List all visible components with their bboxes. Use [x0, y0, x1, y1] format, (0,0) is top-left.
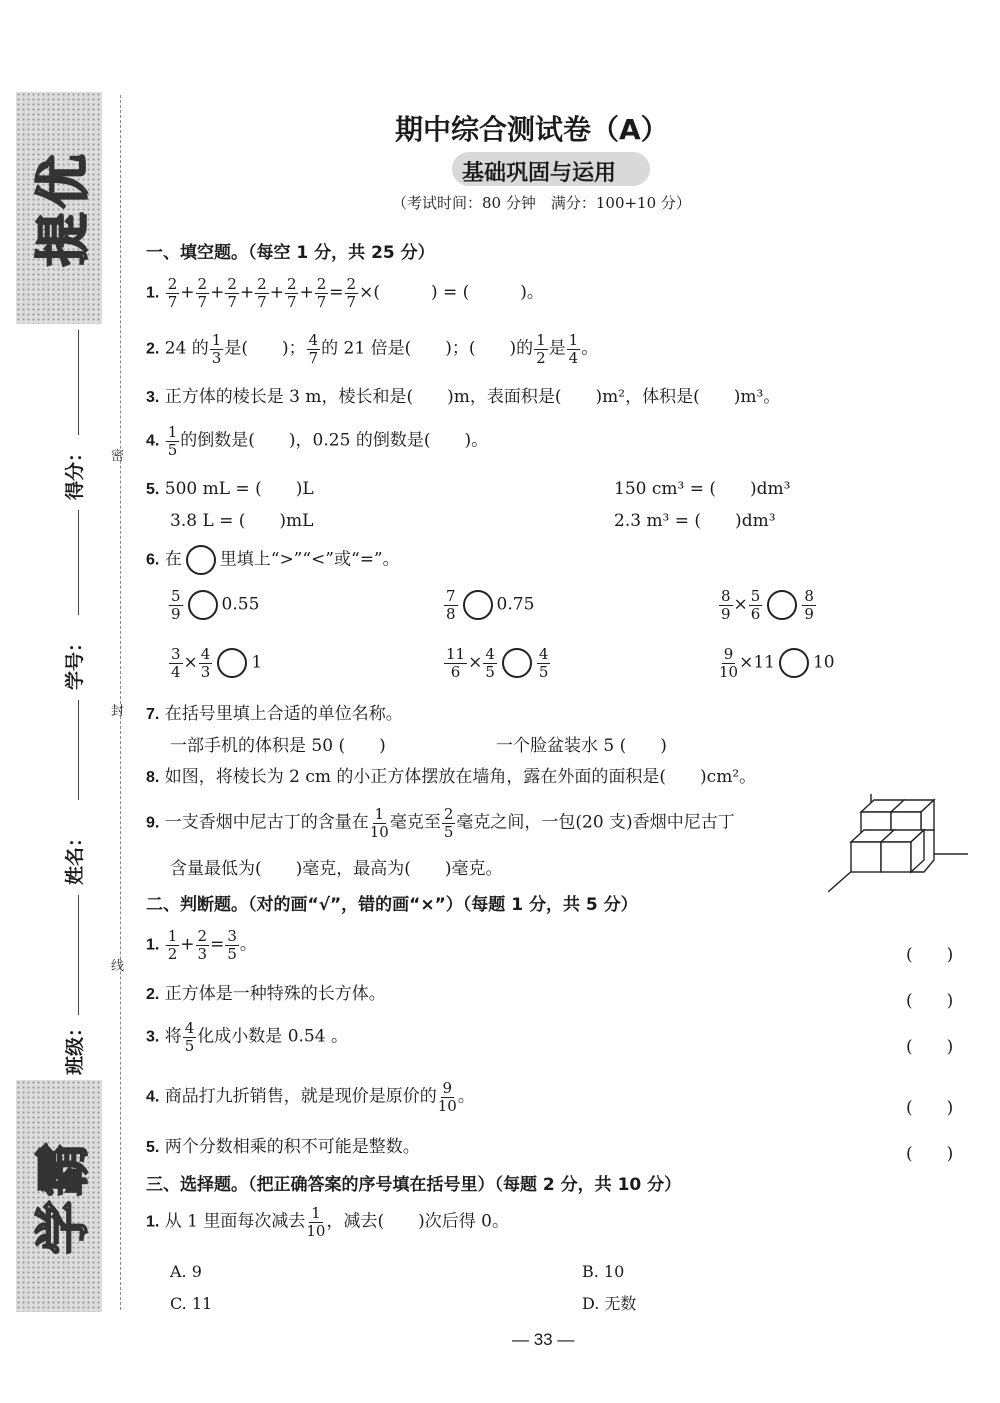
s1-q5-number: 5. [146, 481, 160, 498]
s2-q4-answer[interactable]: ( ) [906, 1098, 954, 1118]
s2-q3: 3. 将 $\frac{4}{5}$ 化成小数是 0.54 。 [146, 1019, 348, 1055]
compare-circle-icon[interactable] [502, 648, 532, 678]
s3-q1-option-b[interactable]: B. 10 [582, 1262, 625, 1281]
compare-circle-icon[interactable] [767, 590, 797, 620]
fraction-1-5: $\frac{1}{5}$ [167, 423, 178, 459]
s1-q7: 7. 在括号里填上合适的单位名称。 [146, 704, 403, 724]
fraction-2-3: $\frac{2}{3}$ [197, 927, 208, 963]
s1-q6-r2c2: $\frac{11}{6}$ × $\frac{4}{5}$ $\frac{4}{5}$ [446, 645, 549, 681]
fraction-11-6: $\frac{11}{6}$ [446, 645, 466, 681]
fraction-9-10: $\frac{9}{10}$ [437, 1079, 457, 1115]
fraction-1-4: $\frac{1}{4}$ [568, 331, 579, 367]
s1-q6: 6. 在 里填上“>”“<”或“=”。 [146, 545, 400, 575]
s2-q3-number: 3. [146, 1028, 160, 1046]
s1-q5-c: 3.8 L = ( )mL [170, 511, 314, 531]
fraction-8-9: $\frac{8}{9}$ [804, 587, 814, 623]
s1-q5-b: 150 cm³ = ( )dm³ [614, 479, 791, 499]
fraction-4-5: $\frac{4}{5}$ [485, 645, 495, 681]
fraction-1-2: $\frac{1}{2}$ [536, 331, 546, 367]
page-number: — 33 — [512, 1330, 575, 1349]
fraction-2-7: $\frac{2}{7}$ [167, 275, 178, 311]
fraction-7-8: $\frac{7}{8}$ [446, 587, 456, 623]
s1-q6-r1c3: $\frac{8}{9}$ × $\frac{5}{6}$ $\frac{8}{9}$ [721, 587, 814, 623]
fraction-9-10: $\frac{9}{10}$ [719, 645, 739, 681]
class-label: 班级： [64, 1017, 86, 1075]
score-label: 得分： [64, 442, 86, 500]
name-line [78, 700, 79, 800]
fraction-2-7: $\frac{2}{7}$ [286, 275, 297, 311]
stamp-bottom-text: 学霸 [31, 1138, 95, 1254]
id-label: 学号： [64, 632, 86, 690]
s1-q9-line2: 含量最低为( )毫克，最高为( )毫克。 [170, 859, 503, 879]
s2-q5-answer[interactable]: ( ) [906, 1144, 954, 1164]
s2-q2-answer[interactable]: ( ) [906, 991, 954, 1011]
s1-q4: 4. $\frac{1}{5}$ 的倒数是( )，0.25 的倒数是( )。 [146, 423, 489, 459]
fraction-1-3: $\frac{1}{3}$ [211, 331, 222, 367]
s3-q1-option-a[interactable]: A. 9 [170, 1262, 202, 1281]
s1-q8-number: 8. [146, 769, 160, 786]
s1-q1-number: 1. [146, 284, 160, 302]
fraction-3-5: $\frac{3}{5}$ [227, 927, 237, 963]
s1-q3-text: 正方体的棱长是 3 m，棱长和是( )m，表面积是( )m²，体积是( )m³。 [164, 387, 781, 407]
stamp-top [16, 92, 102, 324]
fraction-2-7: $\frac{2}{7}$ [346, 275, 357, 311]
s1-q2-number: 2. [146, 340, 160, 358]
fraction-2-7: $\frac{2}{7}$ [197, 275, 208, 311]
section3-heading: 三、选择题。（把正确答案的序号填在括号里）（每题 2 分，共 10 分） [146, 1175, 682, 1195]
s2-q5: 5. 两个分数相乘的积不可能是整数。 [146, 1137, 420, 1157]
fraction-2-7: $\frac{2}{7}$ [227, 275, 237, 311]
fraction-3-4: $\frac{3}{4}$ [171, 645, 181, 681]
fraction-4-5: $\frac{4}{5}$ [184, 1019, 195, 1055]
s1-q8: 8. 如图，将棱长为 2 cm 的小正方体摆放在墙角，露在外面的面积是( )cm²。 [146, 767, 757, 787]
s2-q2: 2. 正方体是一种特殊的长方体。 [146, 984, 386, 1004]
score-line [78, 330, 79, 435]
s1-q9: 9. 一支香烟中尼古丁的含量在 $\frac{1}{10}$ 毫克至 $\frac{2}{5}$ 毫克之间，一包(20 支)香烟中尼古丁 [146, 805, 735, 841]
seal-char-xian: 线 [111, 959, 125, 974]
s3-q1-option-c[interactable]: C. 11 [170, 1294, 213, 1313]
fraction-1-2: $\frac{1}{2}$ [167, 927, 178, 963]
seal-char-feng: 封 [111, 704, 125, 719]
section2-heading: 二、判断题。（对的画“√”，错的画“×”）（每题 1 分，共 5 分） [146, 895, 638, 915]
s1-q4-number: 4. [146, 432, 160, 450]
s2-q4: 4. 商品打九折销售，就是现价是原价的 $\frac{9}{10}$ 。 [146, 1079, 475, 1115]
stamp-bottom [16, 1080, 102, 1312]
compare-circle-icon[interactable] [188, 590, 218, 620]
s1-q2: 2. 24 的 $\frac{1}{3}$ 是( )； $\frac{4}{7}$ 的 21 倍是( )；( )的 $\frac{1}{2}$ 是 $\frac{1}{4}$ 。 [146, 331, 599, 367]
compare-circle-icon[interactable] [779, 648, 809, 678]
s1-q6-r1c2: $\frac{7}{8}$ 0.75 [446, 587, 535, 623]
exam-info: （考试时间：80 分钟 满分：100+10 分） [392, 194, 691, 212]
s1-q1: 1. $\frac{2}{7}$ + $\frac{2}{7}$ + $\frac{2}{7}$ + $\frac{2}{7}$ + $\frac{2}{7}$ + $\frac{2}{7}$ = $\frac{2}{7}$ ×( ) = ( )。 [146, 275, 544, 311]
fraction-1-10: $\frac{1}{10}$ [369, 805, 389, 841]
compare-circle-icon [186, 545, 216, 575]
s2-q4-number: 4. [146, 1088, 160, 1106]
section1-heading: 一、填空题。（每空 1 分，共 25 分） [146, 243, 435, 263]
s2-q1: 1. $\frac{1}{2}$ + $\frac{2}{3}$ = $\frac{3}{5}$ 。 [146, 927, 257, 963]
s1-q3-number: 3. [146, 389, 160, 406]
s1-q7-number: 7. [146, 706, 160, 723]
s1-q6-r1c1: $\frac{5}{9}$ 0.55 [171, 587, 260, 623]
id-line [78, 510, 79, 615]
s2-q1-number: 1. [146, 936, 160, 954]
stamp-top-text: 提优 [31, 150, 95, 266]
page-subtitle: 基础巩固与运用 [462, 161, 617, 186]
s2-q3-answer[interactable]: ( ) [906, 1037, 954, 1057]
cube-corner-figure [828, 792, 970, 896]
fraction-4-3: $\frac{4}{3}$ [200, 645, 211, 681]
s1-q6-r2c3: $\frac{9}{10}$ ×11 10 [719, 645, 835, 681]
name-label: 姓名： [64, 827, 86, 885]
s2-q2-number: 2. [146, 986, 160, 1003]
s2-q5-number: 5. [146, 1139, 160, 1156]
fraction-4-5: $\frac{4}{5}$ [538, 645, 549, 681]
s3-q1-number: 1. [146, 1213, 160, 1231]
s3-q1: 1. 从 1 里面每次减去 $\frac{1}{10}$ ，减去( )次后得 0。 [146, 1204, 509, 1240]
s1-q6-r2c1: $\frac{3}{4}$ × $\frac{4}{3}$ 1 [171, 645, 263, 681]
s1-q7-b: 一个脸盆装水 5 ( ) [496, 736, 667, 756]
s1-q7-a: 一部手机的体积是 50 ( ) [170, 736, 386, 756]
s1-q1-tail: ×( ) = ( )。 [359, 282, 544, 303]
s1-q5-a: 5. 500 mL = ( )L [146, 479, 314, 499]
fraction-5-6: $\frac{5}{6}$ [750, 587, 761, 623]
seal-char-mi: 密 [111, 449, 125, 464]
fraction-4-7: $\frac{4}{7}$ [308, 331, 319, 367]
s2-q1-answer[interactable]: ( ) [906, 945, 954, 965]
class-line [78, 895, 79, 1015]
fraction-2-7: $\frac{2}{7}$ [257, 275, 267, 311]
fraction-2-7: $\frac{2}{7}$ [316, 275, 327, 311]
s1-q6-number: 6. [146, 551, 160, 569]
fraction-2-5: $\frac{2}{5}$ [443, 805, 454, 841]
s1-q9-number: 9. [146, 814, 160, 832]
fraction-1-10: $\frac{1}{10}$ [306, 1204, 326, 1240]
fraction-8-9: $\frac{8}{9}$ [721, 587, 731, 623]
s3-q1-option-d[interactable]: D. 无数 [582, 1294, 637, 1313]
fraction-5-9: $\frac{5}{9}$ [171, 587, 181, 623]
s1-q3 [146, 389, 780, 406]
page-title: 期中综合测试卷（A） [395, 113, 669, 146]
compare-circle-icon[interactable] [463, 590, 493, 620]
s1-q5-d: 2.3 m³ = ( )dm³ [614, 511, 776, 531]
compare-circle-icon[interactable] [217, 648, 247, 678]
